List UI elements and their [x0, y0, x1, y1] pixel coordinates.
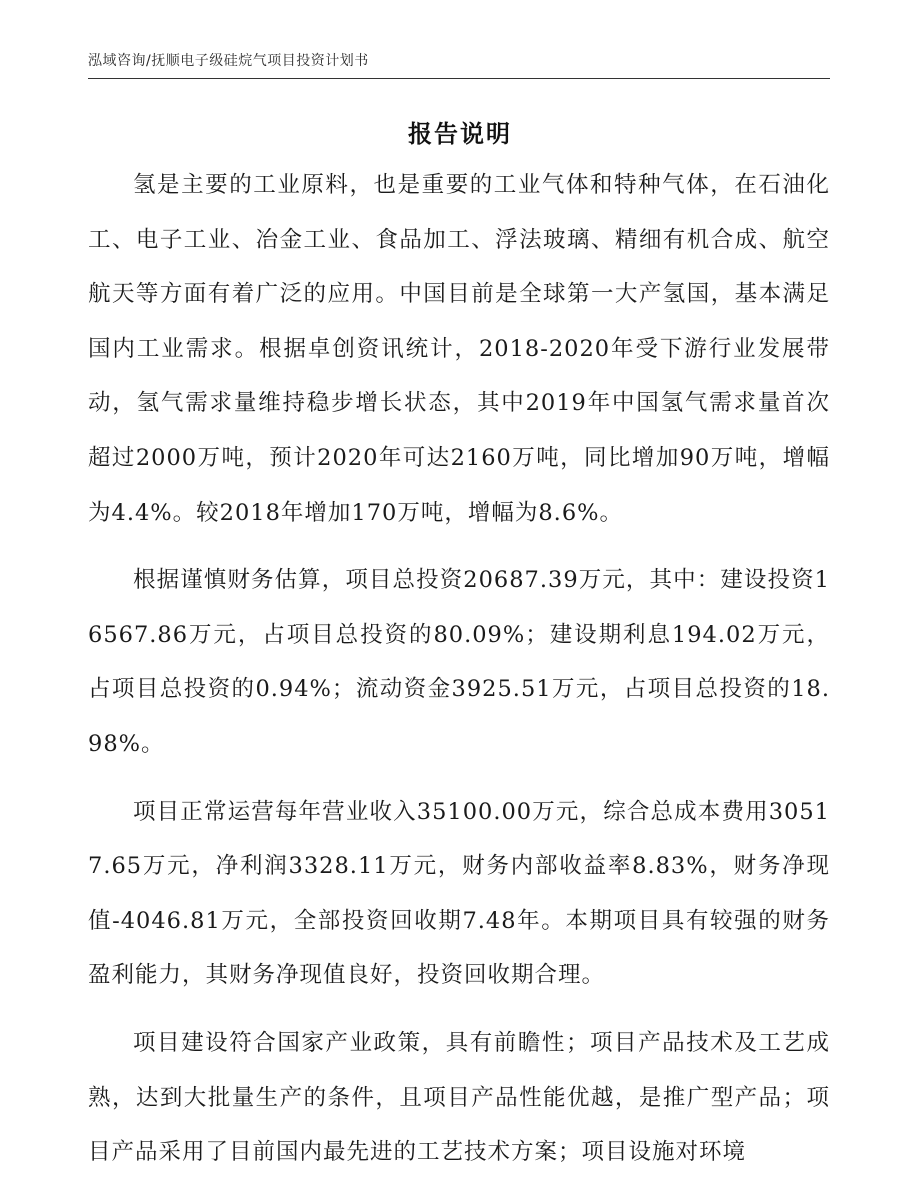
page-title: 报告说明 — [408, 120, 512, 148]
paragraph-revenue: 项目正常运营每年营业收入35100.00万元，综合总成本费用30517.65万元，净利润3328.11万元，财务内部收益率8.83%，财务净现值-4046.81万元，全部投资回收期7.48年。本期项目具有较强的财务盈利能力，其财务净现值良好，投资回收期合理。 — [88, 798, 830, 989]
paragraph-policy: 项目建设符合国家产业政策，具有前瞻性；项目产品技术及工艺成熟，达到大批量生产的条件，且项目产品性能优越，是推广型产品；项目产品采用了目前国内最先进的工艺技术方案；项目设施对环境 — [88, 1029, 830, 1166]
body-text — [88, 158, 830, 1193]
running-header: 泓域咨询/抚顺电子级硅烷气项目投资计划书 — [88, 53, 369, 69]
paragraph-hydrogen-demand: 氢是主要的工业原料，也是重要的工业气体和特种气体，在石油化工、电子工业、冶金工业、食品加工、浮法玻璃、精细有机合成、航空航天等方面有着广泛的应用。中国目前是全球第一大产氢国，基本满足国内工业需求。根据卓创资讯统计，2018-2020年受下游行业发展带动，氢气需求量维持稳步增长状态，其中2019年中国氢气需求量首次超过2000万吨，预计2020年可达2160万吨，同比增加90万吨，增幅为4.4%。较2018年增加170万吨，增幅为8.6%。 — [88, 172, 830, 526]
paragraph-investment: 根据谨慎财务估算，项目总投资20687.39万元，其中：建设投资16567.86万元，占项目总投资的80.09%；建设期利息194.02万元，占项目总投资的0.94%；流动资金3925.51万元，占项目总投资的18.98%。 — [88, 567, 830, 757]
header-divider — [88, 78, 830, 79]
